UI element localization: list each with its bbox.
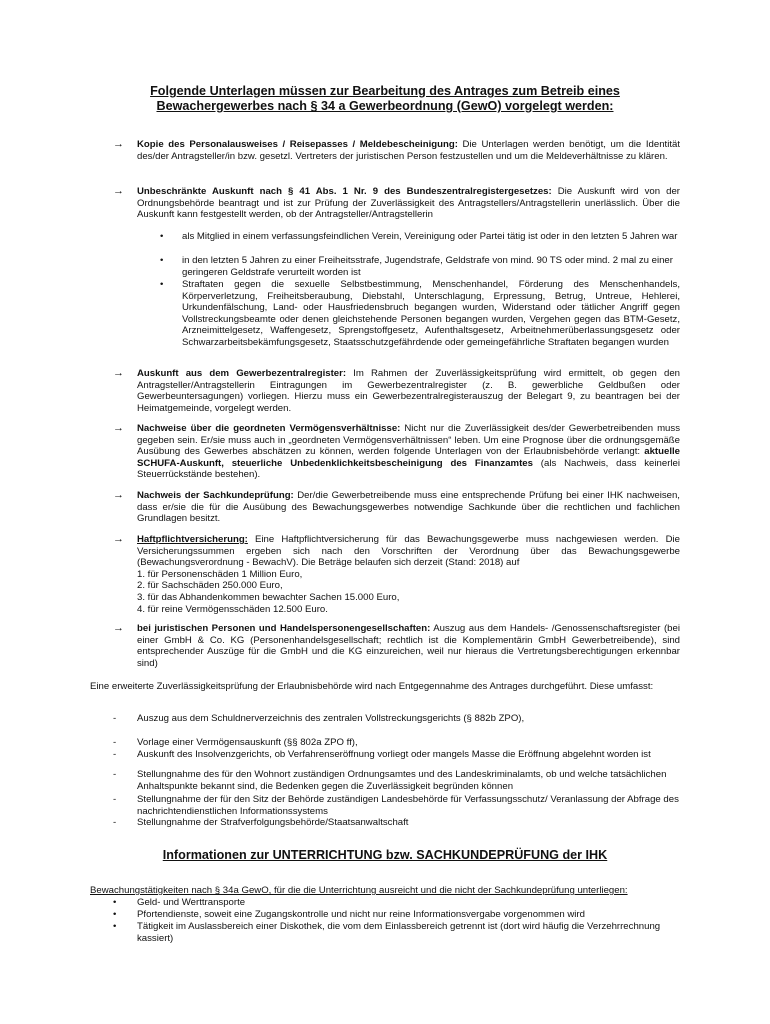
- dash-icon: -: [113, 817, 117, 828]
- requirement-text: Nicht nur die Zuverlässigkeit des/der Gewerbetreibenden muss gegeben sein. Er/sie muss auch in „geordneten Vermögensverhältnissen“ leben. Um eine Prognose über die ordnungsgemäße Ausübung des Gewerbes abschätzen zu können, werden folgende Unterlagen von der Erlaubnisbehörde verlangt:: [137, 423, 680, 458]
- requirement-item-liability-insurance: [113, 534, 680, 615]
- requirement-item-id-documents: [113, 139, 680, 162]
- arrow-icon: →: [113, 367, 124, 379]
- sub-bullet-item: [160, 255, 680, 278]
- extended-check-item: [113, 713, 680, 725]
- extended-check-text: Stellungnahme der Strafverfolgungsbehörde/Staatsanwaltschaft: [137, 817, 409, 828]
- requirement-text: Die Auskunft wird von der Ordnungsbehörde beantragt und ist zur Prüfung der Zuverlässigkeit des Antragstellers/Antragstellerin unerlässlich. Über die Auskunft kann festgestellt werden, ob der Antragsteller/Antragstellerin: [137, 186, 680, 221]
- extended-check-text: Vorlage einer Vermögensauskunft (§§ 802a ZPO ff),: [137, 737, 358, 748]
- ihk-list-text: Pfortendienste, soweit eine Zugangskontrolle und nicht nur reine Informationsvergabe vorgenommen wird: [137, 909, 585, 920]
- page-title-line-2: Bewachergewerbes nach § 34 a Gewerbeordnung (GewO) vorgelegt werden:: [156, 99, 614, 113]
- requirement-text: Auszug aus dem Handels- /Genossenschaftsregister (bei einer GmbH & Co. KG (Personenhandelsgesellschaft; rechtlich ist die Komplementärin GmbH Gewerbetreibende), sind entsprechender Auszüge für die GmbH und die KG einzureichen, weil nur hieraus die Vertretungsberechtigungen erkennbar sind): [137, 623, 680, 669]
- ihk-list-item: [113, 909, 680, 921]
- requirement-heading: Kopie des Personalausweises / Reisepasses / Meldebescheinigung:: [137, 139, 458, 150]
- requirement-text: Eine Haftpflichtversicherung für das Bewachungsgewerbe muss nachgewiesen werden. Die Versicherungssummen ergeben sich nach den Vorschriften der Verordnung über das Bewachungsgewerbe (Bewachungsverordnung - BewachV). Die Beträge belaufen sich derzeit (Stand: 2018) auf: [137, 534, 680, 569]
- ihk-section-title: Informationen zur UNTERRICHTUNG bzw. SACHKUNDEPRÜFUNG der IHK: [162, 848, 608, 862]
- requirement-text: Im Rahmen der Zuverlässigkeitsprüfung wird ermittelt, ob gegen den Antragsteller/Antragstellerin Eintragungen im Gewerbezentralregister (z. B. gewerbliche Geldbußen oder Gewerbeuntersagungen) vorliegen. Hierzu muss ein Gewerbezentralregisterauszug der Belegart 9, zu beantragen bei der Heimatgemeinde, vorgelegt werden.: [137, 368, 680, 414]
- requirement-heading: Nachweis der Sachkundeprüfung:: [137, 490, 294, 501]
- bullet-icon: •: [113, 909, 117, 920]
- sub-bullet-text: Straftaten gegen die sexuelle Selbstbestimmung, Menschenhandel, Förderung des Menschenhandels, Körperverletzung, Freiheitsberaubung, Diebstahl, Unterschlagung, Erpressung, Betrug, Untreue, Hehlerei, Urkundenfälschung, Land- oder Hausfriedensbruch begangen wurden, Widerstand oder tätlicher Angriff gegen Vollstreckungsbeamte oder denen gleichstehende Personen begangen wurden, Vergehen gegen das BTM-Gesetz, Arzneimittelgesetz, Waffengesetz, Sprengstoffgesetz, Aufenthaltsgesetz, Arbeitnehmerüberlassungsgesetz oder Schwarzarbeitsbekämfungsgesetz, Staatsschutzgefährdende oder gemeingefährliche Straftaten begangen wurden: [182, 279, 680, 348]
- insurance-amount-line: 3. für das Abhandenkommen bewachter Sachen 15.000 Euro,: [137, 591, 400, 603]
- dash-icon: -: [113, 794, 117, 805]
- ihk-list-text: Tätigkeit im Auslassbereich einer Diskothek, die vom dem Einlassbereich getrennt ist (dort wird häufig die Verzehrrechnung kassiert): [137, 921, 661, 944]
- extended-check-text: Auskunft des Insolvenzgerichts, ob Verfahrenseröffnung vorliegt oder mangels Masse die Eröffnung abgelehnt worden ist: [137, 749, 651, 760]
- requirement-item-federal-register: [113, 186, 680, 221]
- page-title: [90, 84, 680, 114]
- page-title-line-1: Folgende Unterlagen müssen zur Bearbeitung des Antrages zum Betreib eines: [150, 84, 620, 98]
- requirement-text: Der/die Gewerbetreibende muss eine entsprechende Prüfung bei einer IHK nachweisen, dass er/sie die für die Ausübung des Bewachungsgewerbes notwendige Sachkunde über die rechtlichen und fachlichen Grundlagen besitzt.: [137, 490, 680, 525]
- insurance-amount-line: 1. für Personenschäden 1 Million Euro,: [137, 568, 303, 580]
- extended-check-item: [113, 749, 680, 761]
- extended-check-intro: Eine erweiterte Zuverlässigkeitsprüfung der Erlaubnisbehörde wird nach Entgegennahme des Antrages durchgeführt. Diese umfasst:: [90, 681, 654, 692]
- requirement-item-financial-status: [113, 423, 680, 481]
- requirement-item-expertise-exam: [113, 490, 680, 525]
- ihk-list-item: [113, 897, 680, 909]
- dash-icon: -: [113, 713, 117, 724]
- arrow-icon: →: [113, 622, 124, 634]
- bullet-icon: •: [160, 279, 164, 290]
- dash-icon: -: [113, 769, 117, 780]
- extended-check-text: Auszug aus dem Schuldnerverzeichnis des zentralen Vollstreckungsgerichts (§ 882b ZPO),: [137, 713, 525, 724]
- ihk-list-text: Geld- und Werttransporte: [137, 897, 246, 908]
- extended-check-item: [113, 769, 680, 792]
- requirement-text-end: (als Nachweis, dass keinerlei Steuerrückstände bestehen).: [137, 457, 680, 481]
- requirement-item-legal-entities: [113, 623, 680, 669]
- requirement-heading: Unbeschränkte Auskunft nach § 41 Abs. 1 Nr. 9 des Bundeszentralregistergesetzes:: [137, 186, 552, 197]
- bullet-icon: •: [113, 921, 117, 932]
- sub-bullet-item: [160, 231, 680, 243]
- sub-bullet-text: als Mitglied in einem verfassungsfeindlichen Verein, Vereinigung oder Partei tätig ist oder in den letzten 5 Jahren war: [182, 231, 678, 242]
- sub-bullet-text: in den letzten 5 Jahren zu einer Freiheitsstrafe, Jugendstrafe, Geldstrafe von mind. 90 TS oder mind. 2 mal zu einer geringeren Geldstrafe verurteilt worden ist: [182, 255, 673, 278]
- arrow-icon: →: [113, 489, 124, 501]
- arrow-icon: →: [113, 533, 124, 545]
- insurance-amount-line: 2. für Sachschäden 250.000 Euro,: [137, 580, 283, 592]
- requirement-heading: Auskunft aus dem Gewerbezentralregister:: [137, 368, 347, 379]
- ihk-section-subtitle: Bewachungstätigkeiten nach § 34a GewO, für die die Unterrichtung ausreicht und die nicht der Sachkundeprüfung unterliegen:: [90, 885, 628, 896]
- dash-icon: -: [113, 737, 117, 748]
- arrow-icon: →: [113, 422, 124, 434]
- extended-check-item: [113, 794, 680, 817]
- ihk-list-item: [113, 921, 680, 944]
- bullet-icon: •: [160, 231, 164, 242]
- extended-check-text: Stellungnahme der für den Sitz der Behörde zuständigen Landesbehörde für Verfassungsschutz/ Veranlassung der Abfrage des nachrichtendienstlichen Informationssystems: [137, 794, 679, 817]
- bullet-icon: •: [160, 255, 164, 266]
- arrow-icon: →: [113, 138, 124, 150]
- requirement-text: Die Unterlagen werden benötigt, um die Identität des/der Antragsteller/in bzw. gesetzl. Vertreters der juristischen Person festzustellen und um die Meldeverhältnisse zu klären.: [137, 139, 680, 162]
- requirement-heading: Haftpflichtversicherung:: [137, 534, 248, 545]
- insurance-amount-line: 4. für reine Vermögensschäden 12.500 Euro.: [137, 603, 328, 615]
- requirement-item-trade-register: [113, 368, 680, 414]
- bullet-icon: •: [113, 897, 117, 908]
- requirement-bold-text: aktuelle SCHUFA-Auskunft, steuerliche Unbedenklichkeitsbescheinigung des Finanzamtes: [137, 446, 680, 469]
- extended-check-text: Stellungnahme des für den Wohnort zuständigen Ordnungsamtes und des Landeskriminalamts, ob und welche tatsächlichen Anhaltspunkte bekannt sind, die Bedenken gegen die Zuverlässigkeit begründen können: [137, 769, 667, 792]
- requirement-heading: bei juristischen Personen und Handelspersonengesellschaften:: [137, 623, 431, 634]
- extended-check-item: [113, 737, 680, 749]
- sub-bullet-item: [160, 279, 680, 349]
- arrow-icon: →: [113, 185, 124, 197]
- dash-icon: -: [113, 749, 117, 760]
- requirement-heading: Nachweise über die geordneten Vermögensverhältnisse:: [137, 423, 401, 434]
- extended-check-item: [113, 817, 680, 829]
